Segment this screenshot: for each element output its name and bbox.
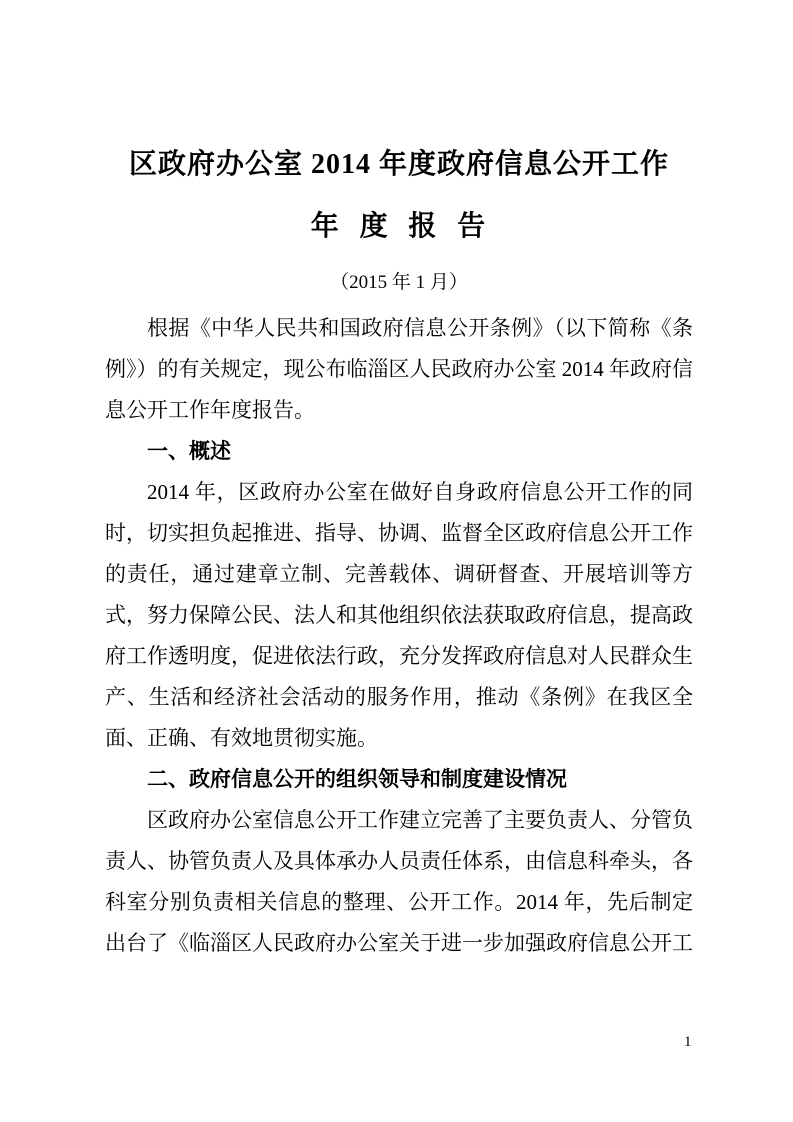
page-number: 1 bbox=[684, 1034, 692, 1050]
document-title-line2: 年 度 报 告 bbox=[310, 211, 488, 242]
document-date: （2015 年 1 月） bbox=[330, 272, 468, 293]
paragraph-organization: 区政府办公室信息公开工作建立完善了主要负责人、分管负责人、协管负责人及具体承办人员责任体系，由信息科牵头，各科室分别负责相关信息的整理、公开工作。2014 年，先后制定出台了《临淄区人民政府办公室关于进一步加强政府信息公开工 bbox=[105, 808, 693, 955]
section-heading-overview: 一、概述 bbox=[147, 440, 231, 463]
document-body bbox=[105, 308, 693, 964]
section-heading-organization: 二、政府信息公开的组织领导和制度建设情况 bbox=[147, 768, 567, 791]
paragraph-overview: 2014 年，区政府办公室在做好自身政府信息公开工作的同时，切实担负起推进、指导、协调、监督全区政府信息公开工作的责任，通过建章立制、完善载体、调研督查、开展培训等方式，努力保障公民、法人和其他组织依法获取政府信息，提高政府工作透明度，促进依法行政，充分发挥政府信息对人民群众生产、生活和经济社会活动的服务作用，推动《条例》在我区全面、正确、有效地贯彻实施。 bbox=[105, 480, 693, 750]
document-title-line1: 区政府办公室 2014 年度政府信息公开工作 bbox=[128, 149, 669, 180]
paragraph-basis: 根据《中华人民共和国政府信息公开条例》（以下简称《条例》）的有关规定，现公布临淄区人民政府办公室 2014 年政府信息公开工作年度报告。 bbox=[105, 316, 693, 422]
